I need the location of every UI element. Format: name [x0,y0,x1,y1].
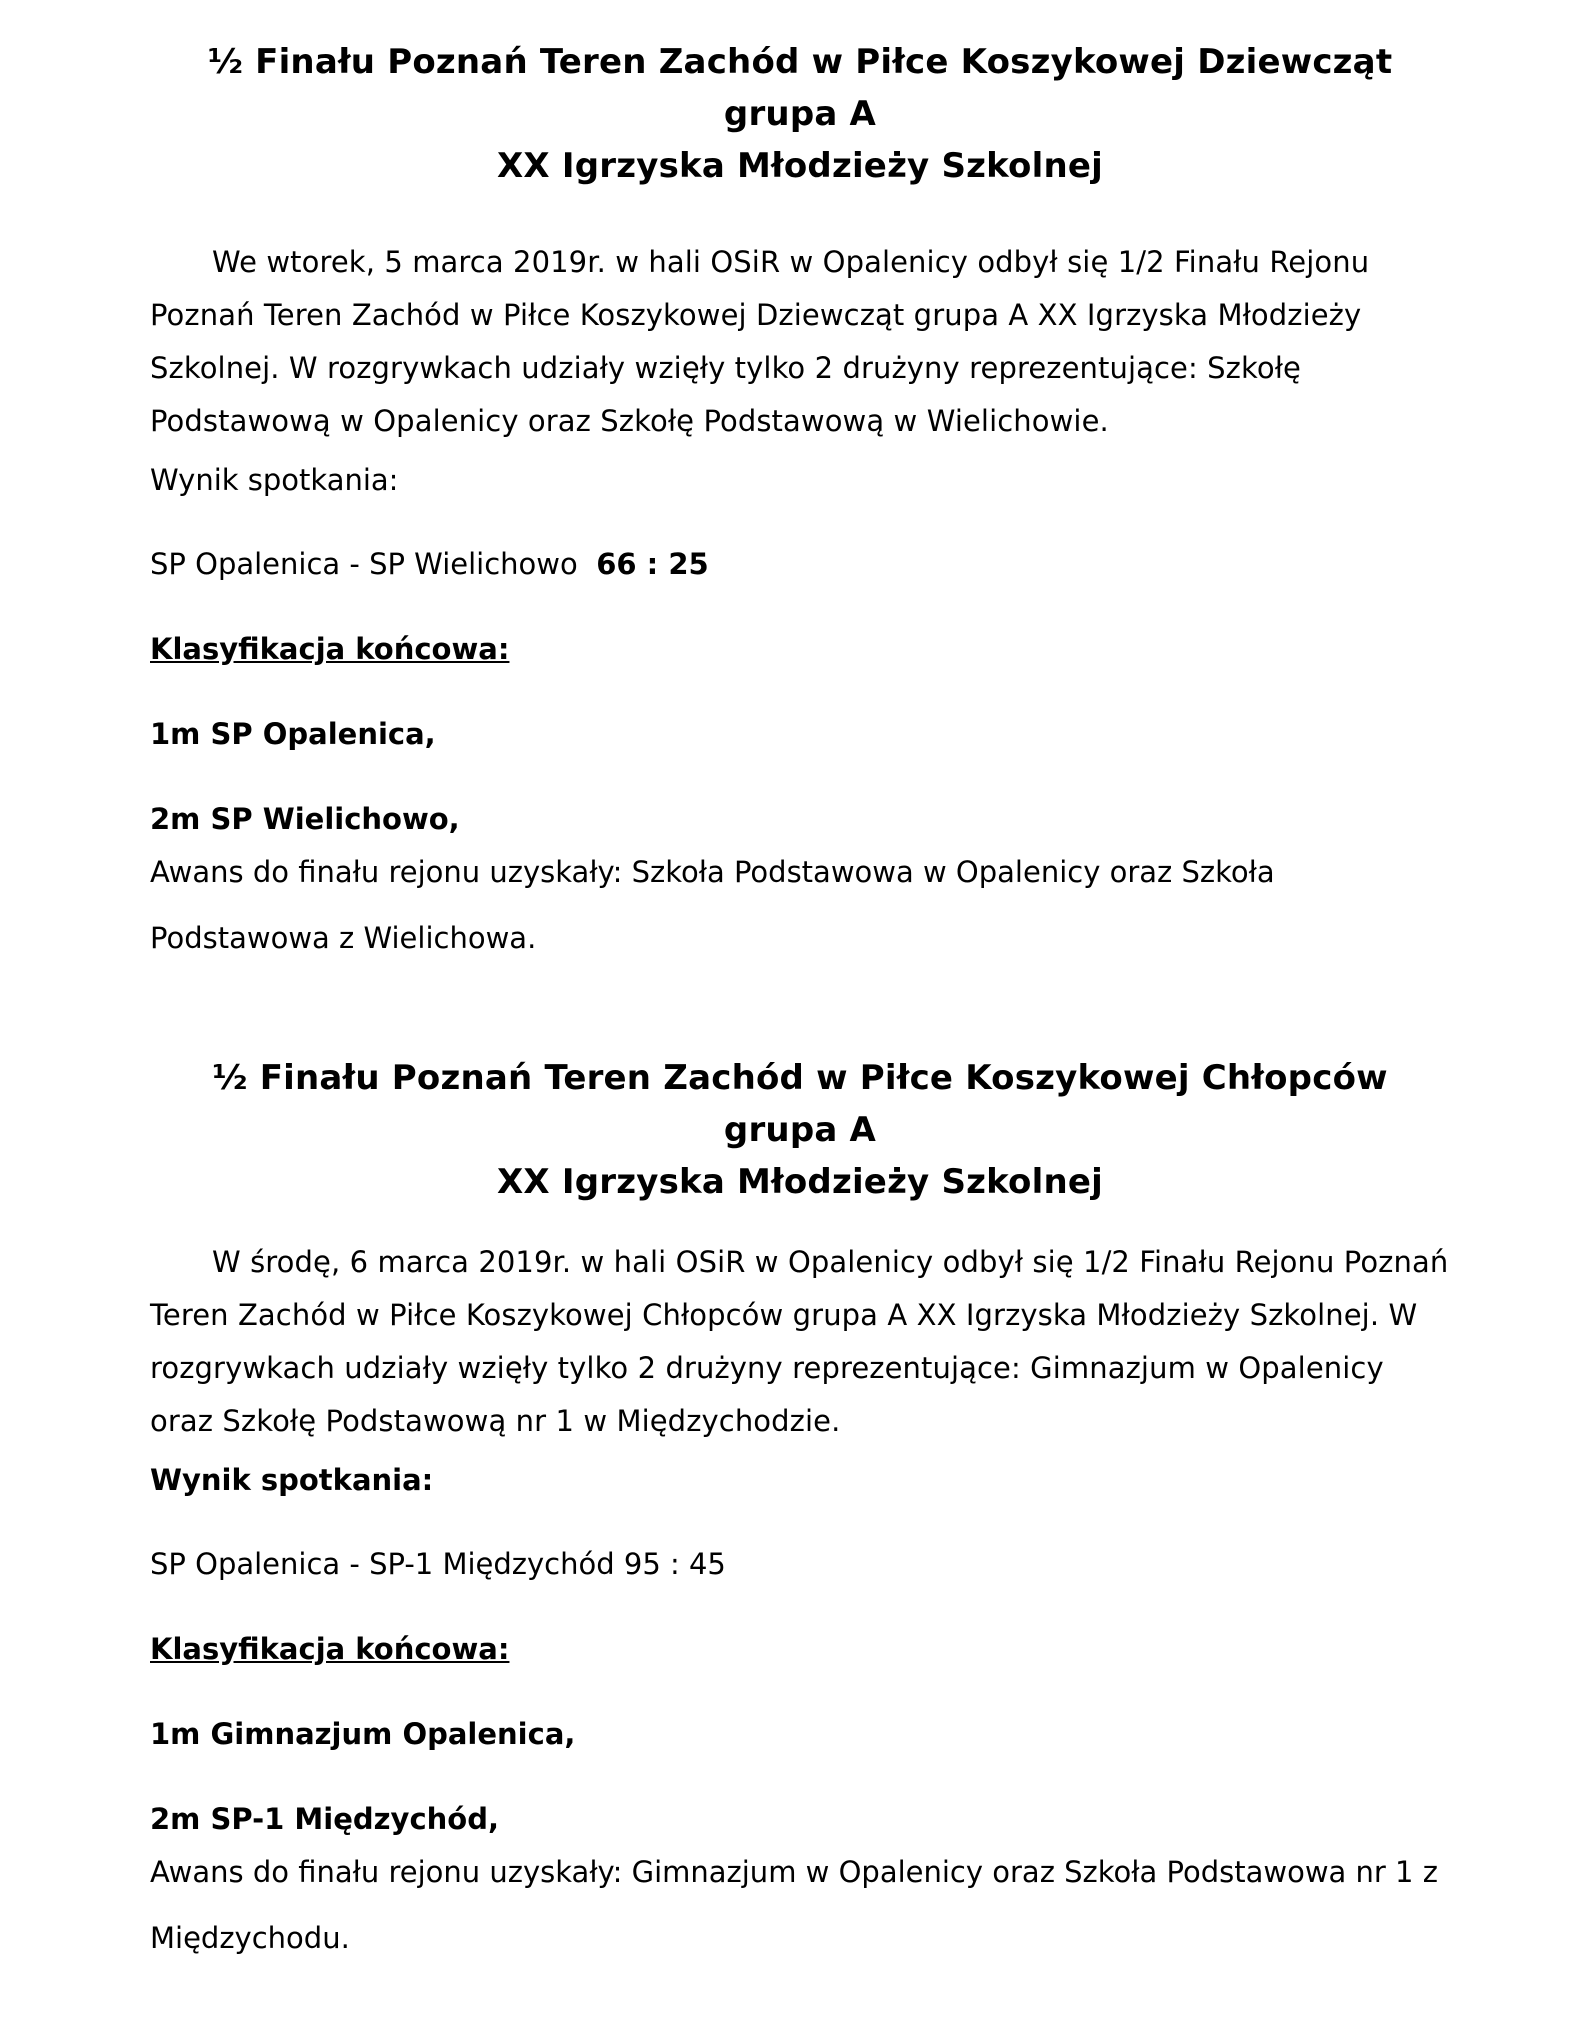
place-second: 2m SP Wielichowo, [150,802,460,836]
section-title-line2: XX Igrzyska Młodzieży Szkolnej [497,146,1103,186]
result-label: Wynik spotkania: [150,463,399,497]
intro-paragraph: We wtorek, 5 marca 2019r. w hali OSiR w Opalenicy odbył się 1/2 Finału Rejonu Poznań Teren Zachód w Piłce Koszykowej Dziewcząt grupa A XX Igrzyska Młodzieży Szkolnej. W rozgrywkach udziały wzięły tylko 2 drużyny reprezentujące: Szkołę Podstawową w Opalenicy oraz Szkołę Podstawową w Wielichowie. [150,245,1370,438]
result-score: 66 : 25 [596,547,709,581]
classification-label: Klasyfikacja końcowa: [150,1632,510,1666]
advance-paragraph: Awans do finału rejonu uzyskały: Szkoła Podstawowa w Opalenicy oraz Szkoła Podstawowa z Wielichowa. [150,855,1275,955]
place-first: 1m Gimnazjum Opalenica, [150,1717,576,1751]
section-title-line1: ½ Finału Poznań Teren Zachód w Piłce Koszykowej Dziewcząt grupa A [207,42,1393,134]
place-first: 1m SP Opalenica, [150,717,436,751]
section-title [150,36,1450,192]
place-second: 2m SP-1 Międzychód, [150,1802,499,1836]
result-line: SP Opalenica - SP-1 Międzychód 95 : 45 [150,1547,726,1581]
intro-paragraph: W środę, 6 marca 2019r. w hali OSiR w Opalenicy odbył się 1/2 Finału Rejonu Poznań Teren Zachód w Piłce Koszykowej Chłopców grupa A XX Igrzyska Młodzieży Szkolnej. W rozgrywkach udziały wzięły tylko 2 drużyny reprezentujące: Gimnazjum w Opalenicy oraz Szkołę Podstawową nr 1 w Międzychodzie. [150,1245,1449,1438]
classification-label: Klasyfikacja końcowa: [150,632,510,666]
section-title-line2: XX Igrzyska Młodzieży Szkolnej [497,1162,1103,1202]
girls-report-section [150,36,1450,971]
advance-paragraph: Awans do finału rejonu uzyskały: Gimnazjum w Opalenicy oraz Szkoła Podstawowa nr 1 z Międzychodu. [150,1855,1438,1955]
section-title [150,1052,1450,1208]
section-title-line1: ½ Finału Poznań Teren Zachód w Piłce Koszykowej Chłopców grupa A [212,1058,1388,1150]
boys-report-section [150,1052,1450,1971]
result-line [150,544,1450,584]
result-teams: SP Opalenica - SP Wielichowo [150,547,578,581]
result-label: Wynik spotkania: [150,1463,434,1497]
